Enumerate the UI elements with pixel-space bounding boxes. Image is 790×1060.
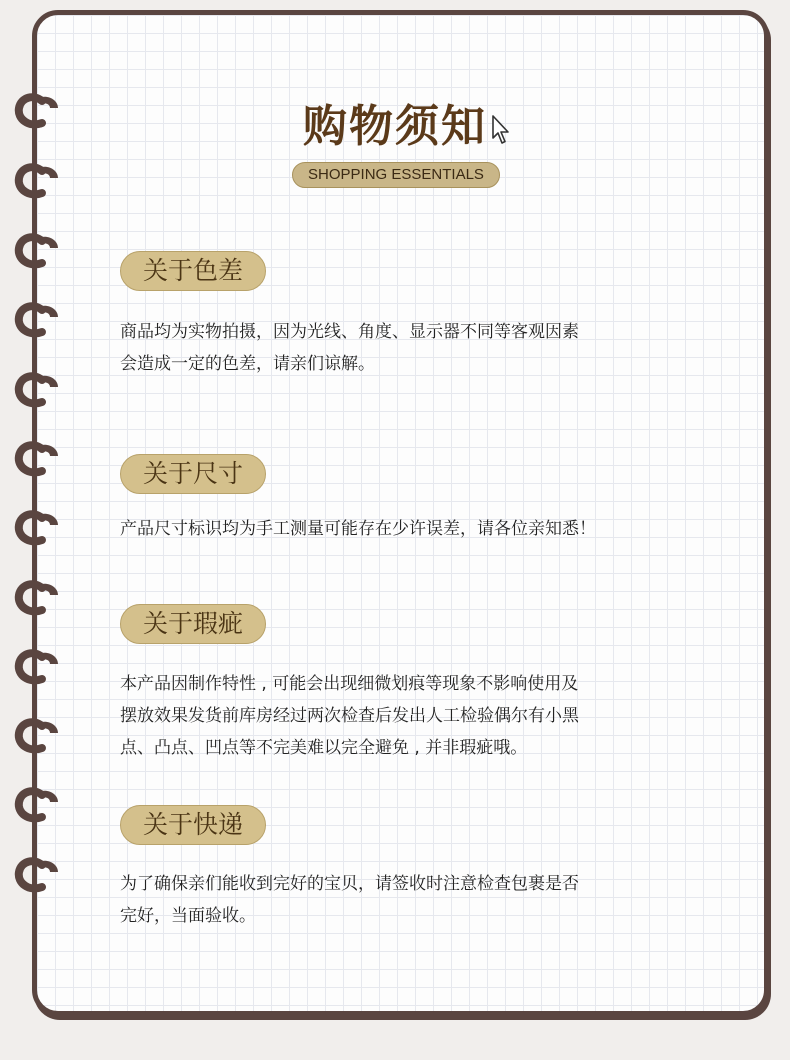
mouse-cursor-icon: [491, 114, 513, 146]
page-title: [303, 90, 487, 154]
binder-ring-icon: [12, 575, 64, 619]
binder-ring-icon: [12, 852, 64, 896]
binder-ring-icon: [12, 297, 64, 341]
section-heading-size: 关于尺寸: [120, 454, 266, 494]
section-text-size: [120, 513, 690, 545]
binder-ring-icon: [12, 782, 64, 826]
section-heading-color-difference: 关于色差: [120, 251, 266, 291]
binder-ring-icon: [12, 713, 64, 757]
binder-ring-icon: [12, 505, 64, 549]
text-line: 点、凸点、凹点等不完美难以完全避免 , 并非瑕疵哦。: [120, 738, 528, 758]
title-area: [0, 90, 790, 154]
text-line: 为了确保亲们能收到完好的宝贝，请签收时注意检查包裹是否: [120, 874, 579, 894]
section-text-defects: [120, 668, 690, 764]
binder-ring-icon: [12, 228, 64, 272]
binder-ring-icon: [12, 436, 64, 480]
section-text-shipping: [120, 868, 690, 932]
text-line: 会造成一定的色差，请亲们谅解。: [120, 354, 375, 374]
binder-ring-icon: [12, 367, 64, 411]
subtitle-badge: SHOPPING ESSENTIALS: [292, 162, 500, 188]
binder-ring-icon: [12, 158, 64, 202]
section-heading-defects: 关于瑕疵: [120, 604, 266, 644]
text-line: 产品尺寸标识均为手工测量可能存在少许误差，请各位亲知悉！: [120, 519, 596, 539]
text-line: 本产品因制作特性 , 可能会出现细微划痕等现象不影响使用及: [120, 674, 579, 694]
text-line: 商品均为实物拍摄，因为光线、角度、显示器不同等客观因素: [120, 322, 579, 342]
binder-ring-icon: [12, 644, 64, 688]
page-title-text: 购物须知: [303, 101, 487, 152]
section-text-color-difference: [120, 316, 690, 380]
text-line: 摆放效果发货前库房经过两次检查后发出人工检验偶尔有小黑: [120, 706, 579, 726]
section-heading-shipping: 关于快递: [120, 805, 266, 845]
text-line: 完好，当面验收。: [120, 906, 256, 926]
